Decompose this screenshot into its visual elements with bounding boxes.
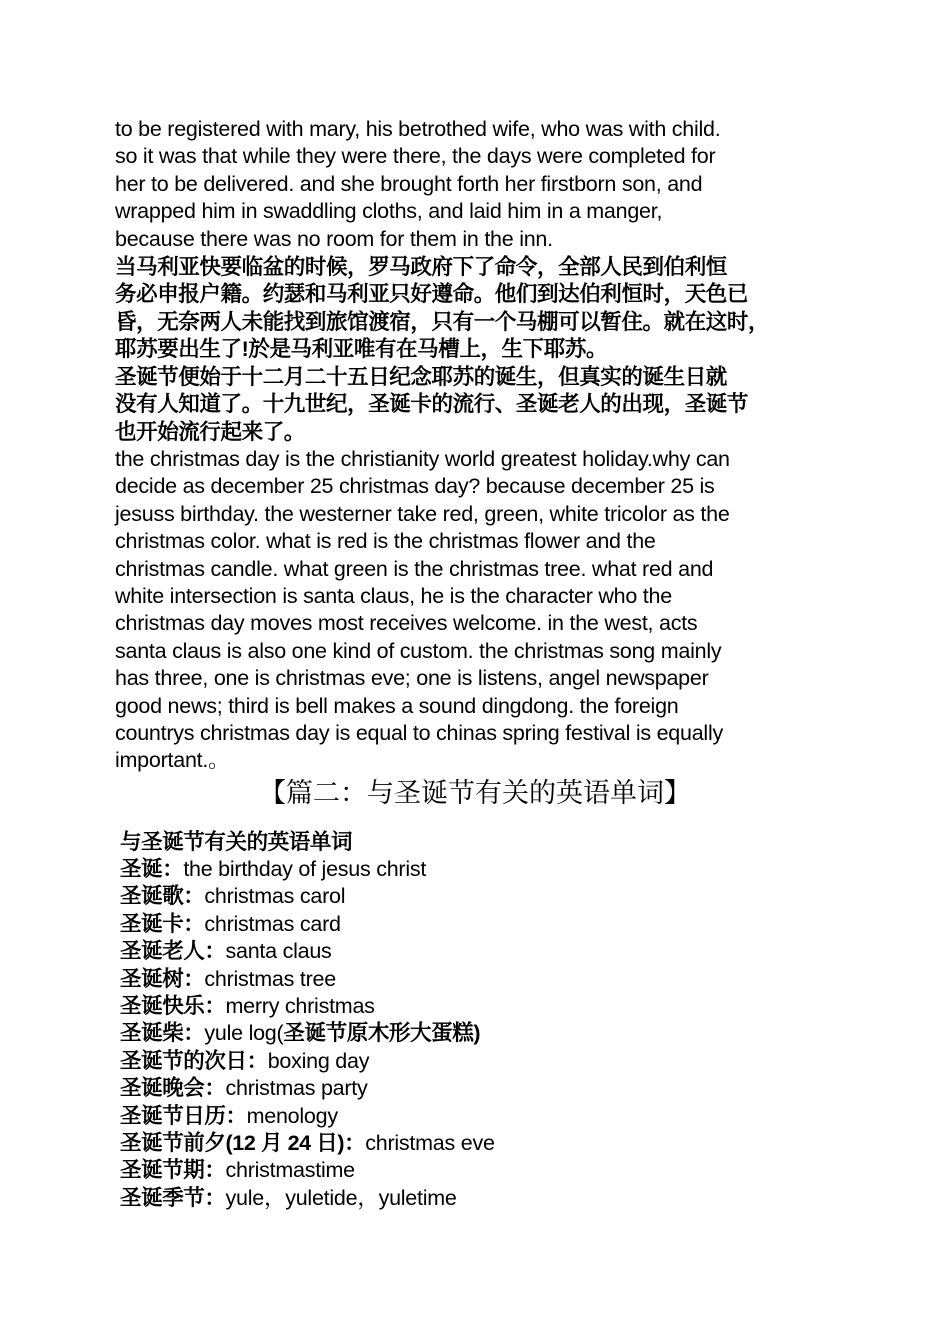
vocab-definition: christmas card (204, 911, 341, 936)
vocab-item (120, 1020, 495, 1047)
vocab-item (120, 1130, 495, 1157)
vocab-item (120, 938, 495, 965)
vocab-term: 圣诞树： (120, 966, 205, 991)
vocab-term: 圣诞节的次日： (120, 1048, 268, 1073)
vocab-term: 圣诞节期： (120, 1158, 226, 1183)
vocab-definition: santa claus (225, 939, 332, 964)
vocab-term: 圣诞卡： (120, 911, 205, 936)
vocab-term: 圣诞老人： (120, 939, 226, 964)
vocab-item (120, 911, 495, 938)
vocab-heading: 与圣诞节有关的英语单词 (120, 830, 353, 854)
vocab-definition: christmas tree (204, 966, 336, 991)
vocab-term: 圣诞节前夕(12 月 24 日)： (120, 1131, 366, 1156)
vocab-note: 圣诞节原木形大蛋糕) (283, 1021, 481, 1046)
vocab-item (120, 856, 495, 883)
chinese-paragraph-1: 当马利亚快要临盆的时候，罗马政府下了命令，全部人民到伯利恒 务必申报户籍。约瑟和马利亚只好遵命。他们到达伯利恒时，天色已 昏，无奈两人未能找到旅馆渡宿，只有一个马棚可以暂住。就在这时， 耶苏要出生了!於是马利亚唯有在马槽上，生下耶苏。 (115, 255, 770, 362)
vocab-term: 圣诞晚会： (120, 1076, 226, 1101)
vocab-definition: yule log( (204, 1021, 284, 1046)
chinese-paragraph-2: 圣诞节便始于十二月二十五日纪念耶苏的诞生，但真实的诞生日就 没有人知道了。十九世纪，圣诞卡的流行、圣诞老人的出现，圣诞节 也开始流行起来了。 (115, 365, 749, 444)
vocab-term: 圣诞： (120, 857, 184, 881)
vocab-item (120, 993, 495, 1020)
vocab-term: 圣诞季节： (120, 1185, 226, 1210)
vocab-term: 圣诞柴： (120, 1021, 205, 1046)
vocab-definition: menology (246, 1103, 338, 1128)
vocab-item (120, 966, 495, 993)
vocab-term: 圣诞快乐： (120, 994, 226, 1019)
vocab-item (120, 883, 495, 910)
vocab-definition: boxing day (267, 1048, 370, 1073)
vocab-item (120, 1103, 495, 1130)
vocab-item (120, 1185, 495, 1212)
english-paragraph-1: to be registered with mary, his betrothed wife, who was with child. so it was that while they were there, the days were completed for her to be delivered. and she brought forth her firstborn son, and wrapped him in swaddling cloths, and laid him in a manger, because there was no room for them in the inn. (115, 117, 721, 251)
vocab-item (120, 1048, 495, 1075)
vocab-definition: yule，yuletide，yuletime (225, 1185, 457, 1210)
vocab-list (120, 856, 495, 1212)
vocab-term: 圣诞歌： (120, 884, 205, 909)
vocab-definition: christmas carol (204, 884, 346, 909)
vocab-definition: christmas eve (365, 1131, 495, 1156)
vocab-term: 圣诞节日历： (120, 1103, 247, 1128)
vocab-definition: christmastime (225, 1158, 355, 1183)
vocab-item (120, 1157, 495, 1184)
vocab-definition: christmas party (225, 1076, 368, 1101)
english-paragraph-2: the christmas day is the christianity world greatest holiday.why can decide as december 25 christmas day? because december 25 is jesuss birthday. the westerner take red, green, white tricolor as the christmas color. what is red is the christmas flower and the christmas candle. what green is the christmas tree. what red and white intersection is santa claus, he is the character who the christmas day moves most receives welcome. in the west, acts santa claus is also one kind of custom. the christmas song mainly has three, one is christmas eve; one is listens, angel newspaper good news; third is bell makes a sound dingdong. the foreign countrys christmas day is equal to chinas spring festival is equally important.。 (115, 447, 730, 773)
vocab-item (120, 1075, 495, 1102)
section-title: 【篇二：与圣诞节有关的英语单词】 (259, 778, 691, 809)
vocab-definition: merry christmas (225, 994, 375, 1019)
vocab-definition: the birthday of jesus christ (183, 857, 427, 881)
